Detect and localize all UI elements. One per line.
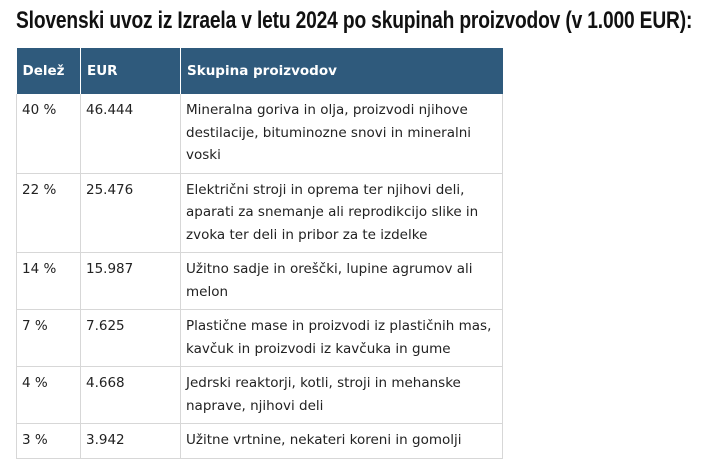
cell-product-group: Užitno sadje in oreščki, lupine agrumov ali melon (181, 253, 503, 310)
table-row (17, 424, 503, 459)
cell-share: 14 % (17, 253, 81, 310)
cell-eur: 25.476 (81, 173, 181, 253)
cell-eur: 46.444 (81, 94, 181, 173)
cell-product-group: Užitne vrtnine, nekateri koreni in gomolji (181, 424, 503, 459)
cell-eur: 7.625 (81, 310, 181, 367)
cell-share: 40 % (17, 94, 81, 173)
cell-eur: 3.942 (81, 424, 181, 459)
table-row (17, 173, 503, 253)
cell-share: 3 % (17, 424, 81, 459)
header-product-group: Skupina proizvodov (181, 48, 503, 94)
header-eur: EUR (81, 48, 181, 94)
header-share: Delež (17, 48, 81, 94)
cell-product-group: Električni stroji in oprema ter njihovi deli, aparati za snemanje ali reprodikcijo slike in zvoka ter deli in pribor za te izdelke (181, 173, 503, 253)
table-row (17, 253, 503, 310)
cell-eur: 4.668 (81, 367, 181, 424)
cell-eur: 15.987 (81, 253, 181, 310)
table-header-row (17, 48, 503, 94)
cell-product-group: Plastične mase in proizvodi iz plastičnih mas, kavčuk in proizvodi iz kavčuka in gume (181, 310, 503, 367)
cell-product-group: Jedrski reaktorji, kotli, stroji in mehanske naprave, njihovi deli (181, 367, 503, 424)
import-table (16, 48, 503, 459)
cell-share: 7 % (17, 310, 81, 367)
cell-share: 22 % (17, 173, 81, 253)
table-row (17, 367, 503, 424)
cell-share: 4 % (17, 367, 81, 424)
page-title: Slovenski uvoz iz Izraela v letu 2024 po skupinah proizvodov (v 1.000 EUR): (16, 7, 693, 34)
table-row (17, 94, 503, 173)
table-row (17, 310, 503, 367)
cell-product-group: Mineralna goriva in olja, proizvodi njihove destilacije, bituminozne snovi in mineralni voski (181, 94, 503, 173)
